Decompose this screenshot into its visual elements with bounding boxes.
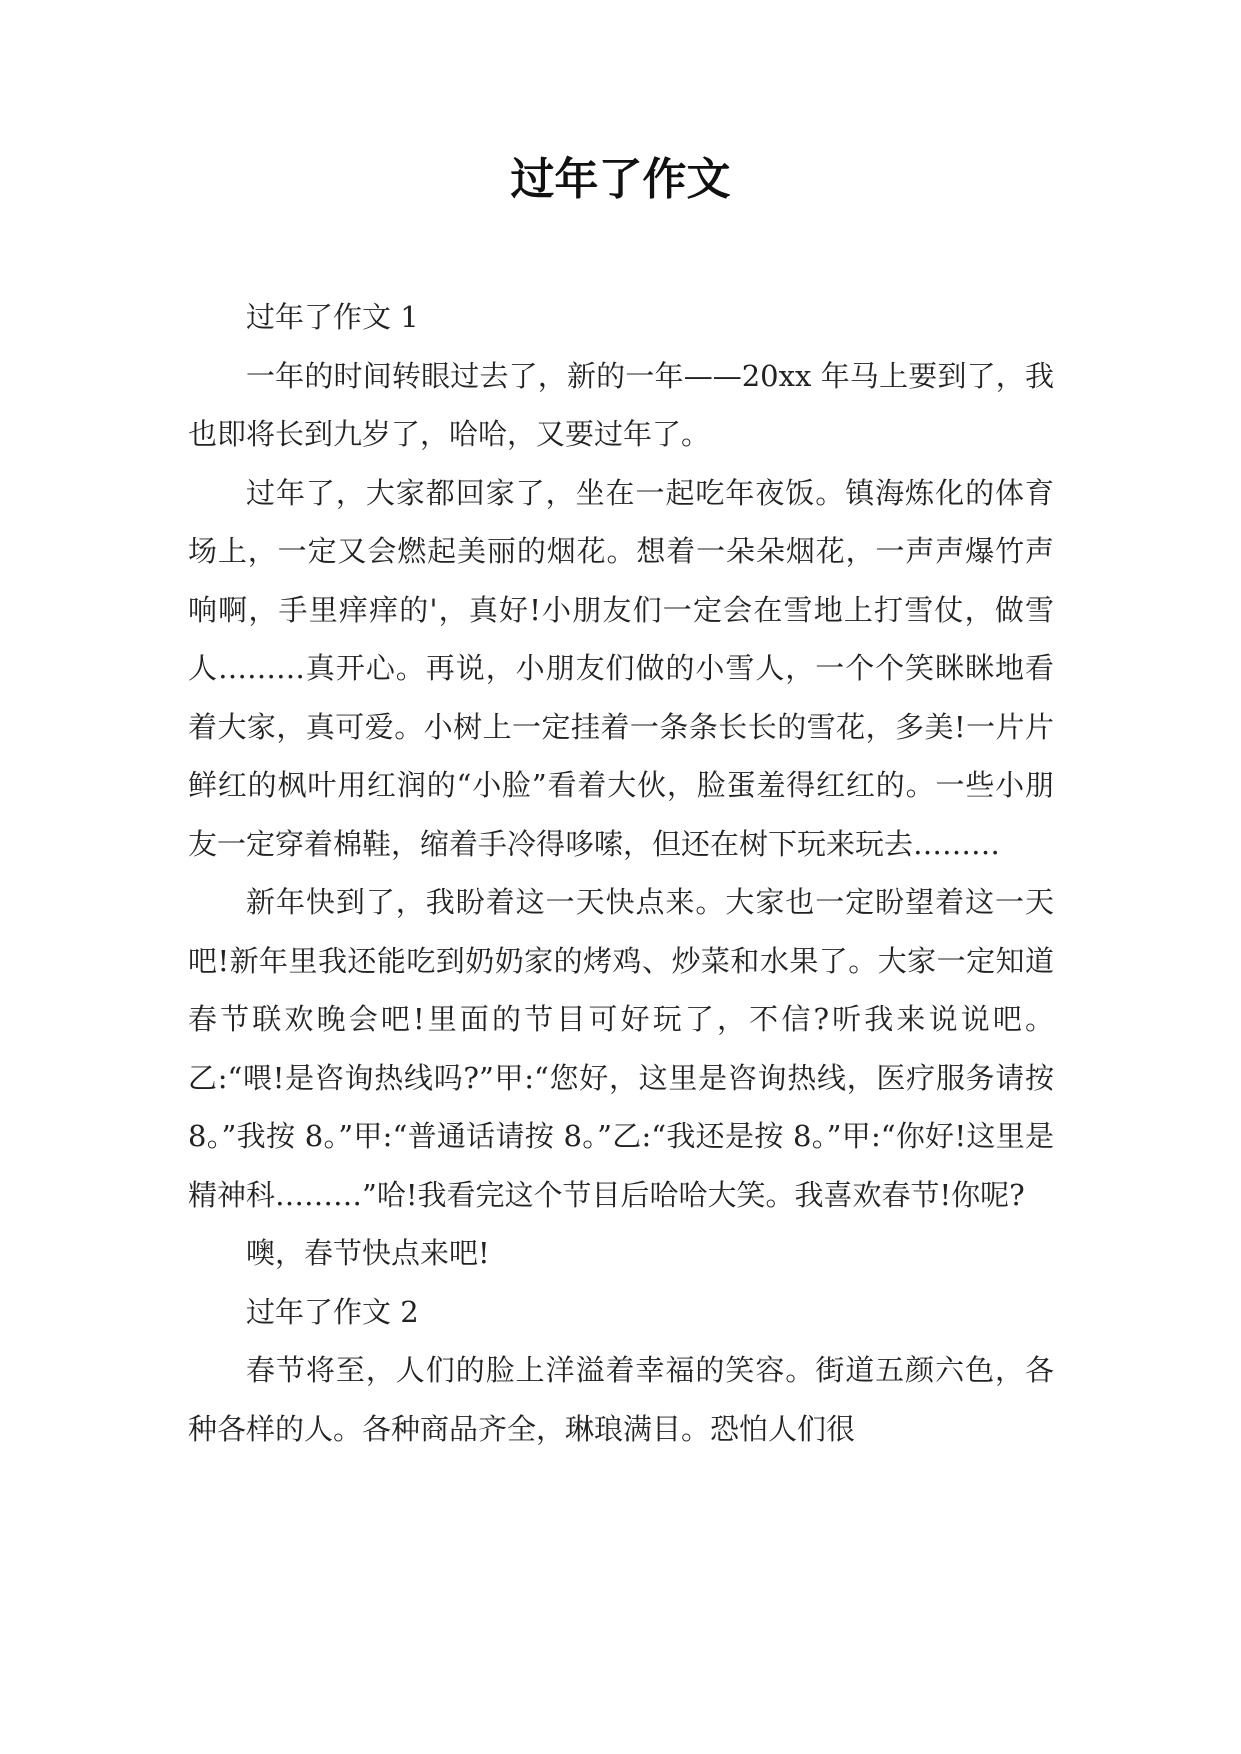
document-title: 过年了作文 [510,154,731,205]
paragraph: 噢，春节快点来吧! [246,1236,490,1270]
essay-heading-2: 过年了作文 2 [246,1294,419,1329]
paragraph: 过年了，大家都回家了，坐在一起吃年夜饭。镇海炼化的体育场上，一定又会燃起美丽的烟花。想着一朵朵烟花，一声声爆竹声响啊，手里痒痒的'，真好!小朋友们一定会在雪地上打雪仗，做雪人………真开心。再说，小朋友们做的小雪人，一个个笑眯眯地看着大家，真可爱。小树上一定挂着一条条长长的雪花，多美!一片片鲜红的枫叶用红润的“小脸”看着大伙，脸蛋羞得红红的。一些小朋友一定穿着棉鞋，缩着手冷得哆嗦，但还在树下玩来玩去……… [188,475,1054,861]
document-body [188,288,1054,1458]
paragraph: 新年快到了，我盼着这一天快点来。大家也一定盼望着这一天吧!新年里我还能吃到奶奶家的烤鸡、炒菜和水果了。大家一定知道春节联欢晚会吧!里面的节目可好玩了，不信?听我来说说吧。乙:“喂!是咨询热线吗?”甲:“您好，这里是咨询热线，医疗服务请按 8。”我按 8。”甲:“普通话请按 8。”乙:“我还是按 8。”甲:“你好!这里是精神科………”哈!我看完这个节目后哈哈大笑。我喜欢春节!你呢? [188,885,1054,1212]
essay-heading-1: 过年了作文 1 [246,300,419,334]
paragraph: 一年的时间转眼过去了，新的一年——20xx 年马上要到了，我也即将长到九岁了，哈哈，又要过年了。 [188,358,1054,451]
paragraph: 春节将至，人们的脸上洋溢着幸福的笑容。街道五颜六色，各种各样的人。各种商品齐全，琳琅满目。恐怕人们很 [188,1353,1054,1446]
